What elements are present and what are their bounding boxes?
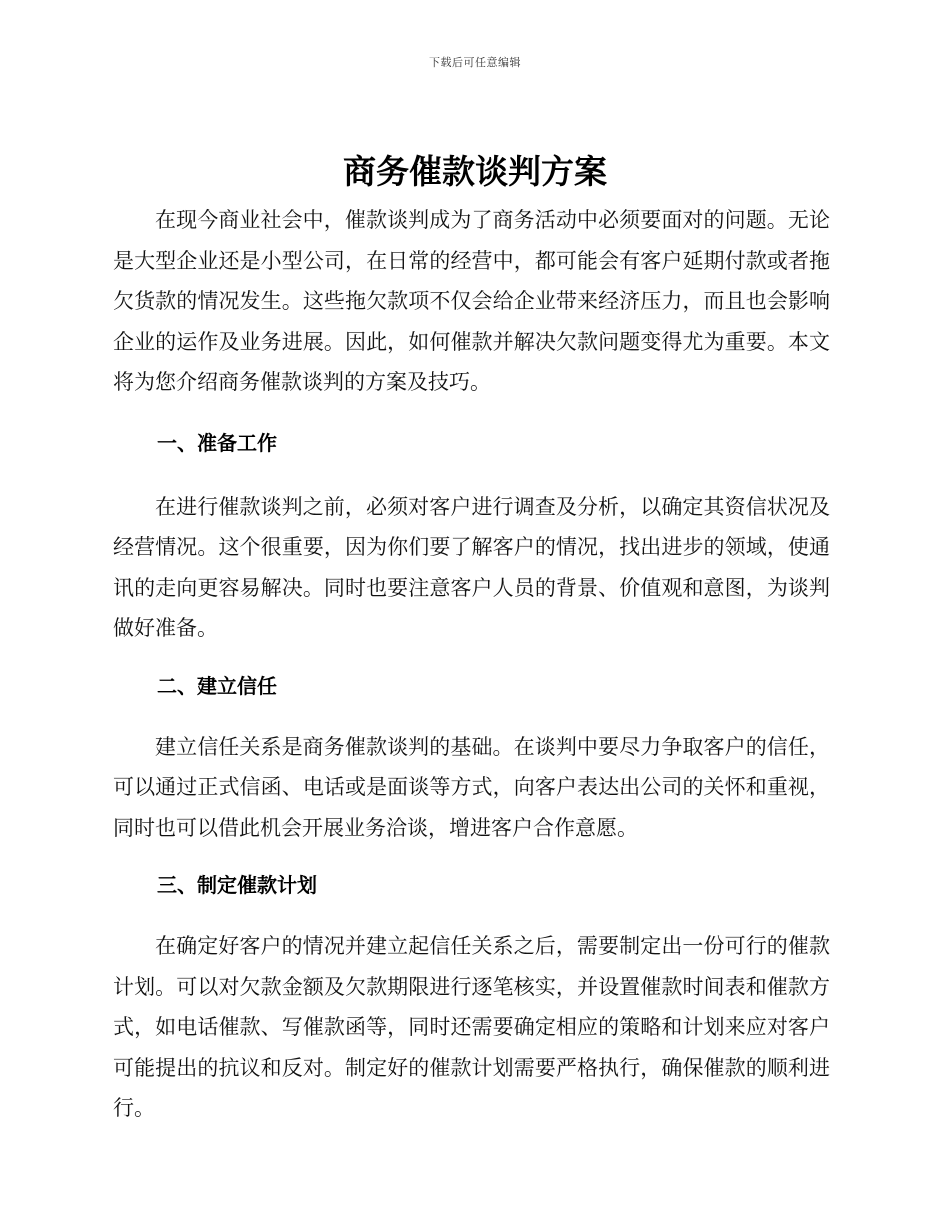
section-heading-trust: 二、建立信任: [157, 673, 277, 698]
document-body: [113, 200, 830, 1129]
section-paragraph-plan: 在确定好客户的情况并建立起信任关系之后，需要制定出一份可行的催款计划。可以对欠款金额及欠款期限进行逐笔核实，并设置催款时间表和催款方式，如电话催款、写催款函等，同时还需要确定相应的策略和计划来应对客户可能提出的抗议和反对。制定好的催款计划需要严格执行，确保催款的顺利进行。: [113, 934, 830, 1120]
section-heading-preparation: 一、准备工作: [157, 430, 277, 455]
header-note: 下载后可任意编辑: [429, 56, 521, 69]
intro-paragraph: 在现今商业社会中，催款谈判成为了商务活动中必须要面对的问题。无论是大型企业还是小型公司，在日常的经营中，都可能会有客户延期付款或者拖欠货款的情况发生。这些拖欠款项不仅会给企业带来经济压力，而且也会影响企业的运作及业务进展。因此，如何催款并解决欠款问题变得尤为重要。本文将为您介绍商务催款谈判的方案及技巧。: [113, 208, 830, 394]
section-paragraph-preparation: 在进行催款谈判之前，必须对客户进行调查及分析，以确定其资信状况及经营情况。这个很重要，因为你们要了解客户的情况，找出进步的领域，使通讯的走向更容易解决。同时也要注意客户人员的背景、价值观和意图，为谈判做好准备。: [113, 494, 830, 640]
section-heading-plan: 三、制定催款计划: [157, 873, 317, 897]
document-title: 商务催款谈判方案: [343, 152, 607, 191]
section-paragraph-trust: 建立信任关系是商务催款谈判的基础。在谈判中要尽力争取客户的信任，可以通过正式信函、电话或是面谈等方式，向客户表达出公司的关怀和重视，同时也可以借此机会开展业务洽谈，增进客户合作意愿。: [113, 734, 830, 840]
